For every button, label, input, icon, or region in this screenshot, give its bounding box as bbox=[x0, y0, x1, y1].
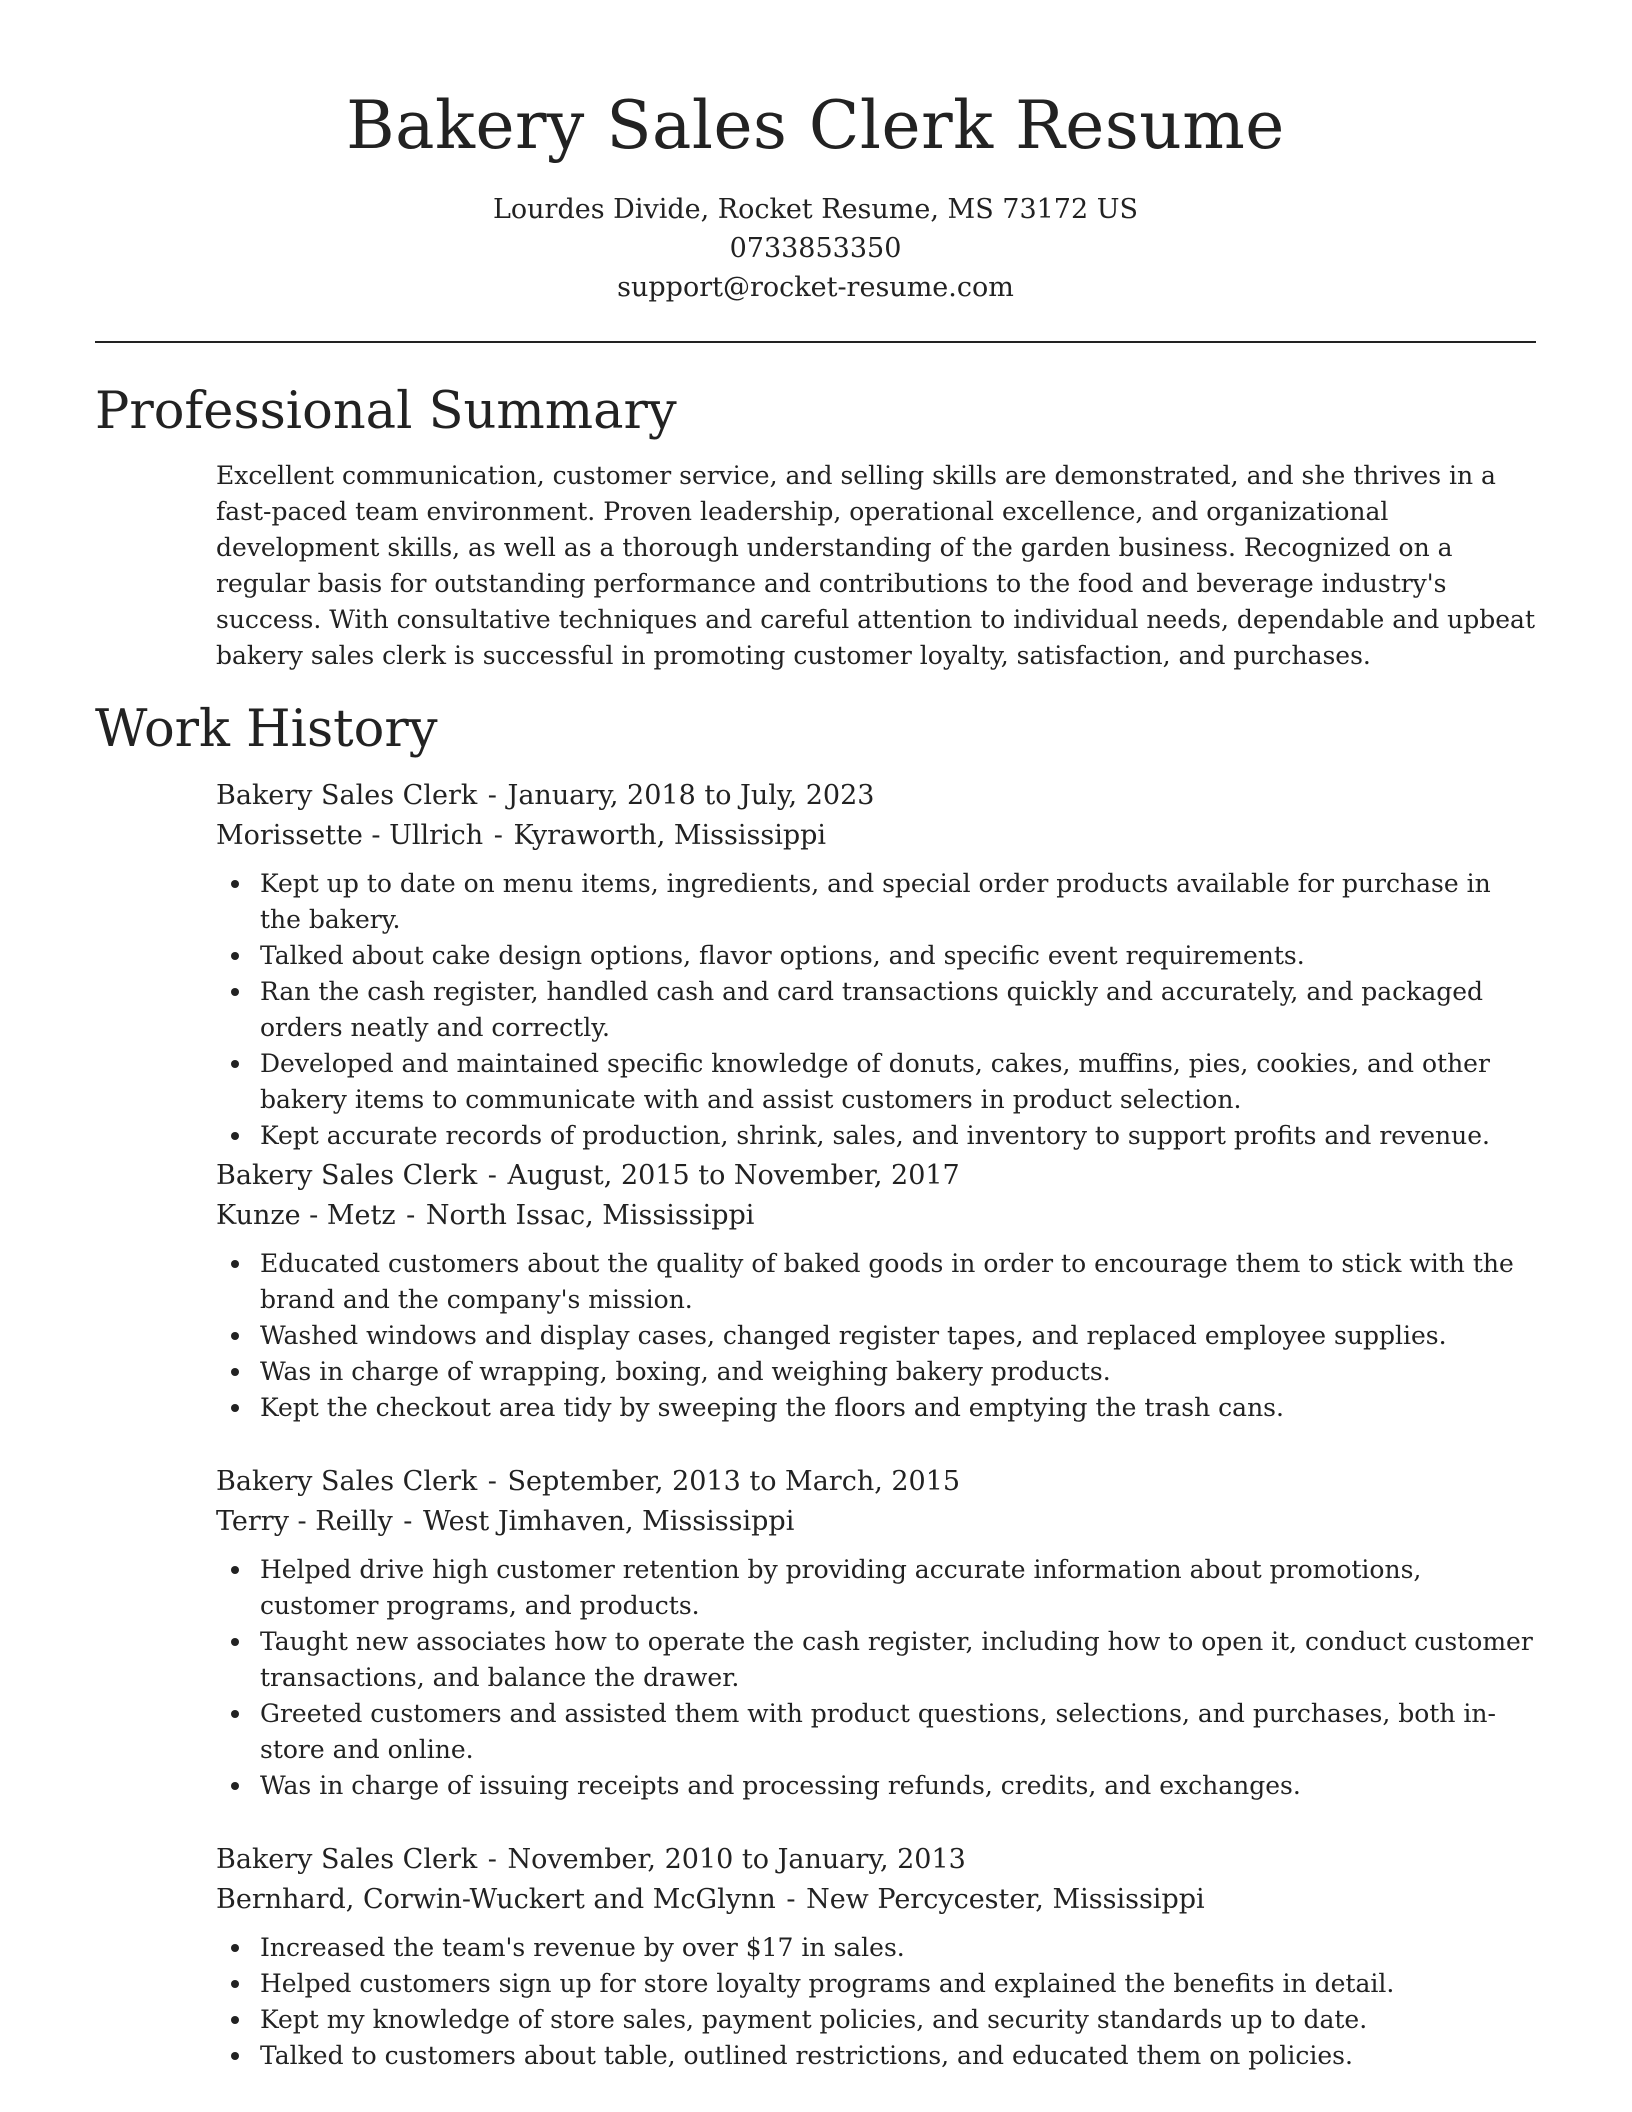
job-dates: September, 2013 to March, 2015 bbox=[507, 1466, 961, 1497]
job-location: North Issac, Mississippi bbox=[425, 1200, 755, 1231]
bullet-item: Taught new associates how to operate the cash register, including how to open it, conduct customer transactions, and balance the drawer. bbox=[216, 1624, 1536, 1696]
job-company: Morissette - Ullrich bbox=[216, 820, 484, 851]
bullet-item: Greeted customers and assisted them with product questions, selections, and purchases, both in-store and online. bbox=[216, 1696, 1536, 1768]
bullet-item: Kept up to date on menu items, ingredients, and special order products available for purchase in the bakery. bbox=[216, 866, 1536, 938]
bullet-icon bbox=[231, 880, 239, 888]
bullet-icon bbox=[231, 1404, 239, 1412]
header-divider bbox=[95, 341, 1536, 343]
bullet-icon bbox=[231, 1060, 239, 1068]
contact-block bbox=[95, 190, 1536, 307]
job-company-line: Terry - Reilly - West Jimhaven, Mississippi bbox=[216, 1506, 795, 1537]
job-company: Terry - Reilly bbox=[216, 1506, 393, 1537]
bullet-icon bbox=[231, 1332, 239, 1340]
bullet-icon bbox=[231, 1944, 239, 1952]
bullet-icon bbox=[231, 2052, 239, 2060]
bullet-item: Talked to customers about table, outlined restrictions, and educated them on policies. bbox=[216, 2038, 1536, 2074]
bullet-item: Talked about cake design options, flavor options, and specific event requirements. bbox=[216, 938, 1536, 974]
job-title: Bakery Sales Clerk bbox=[216, 1160, 478, 1191]
bullet-item: Helped drive high customer retention by providing accurate information about promotions, customer programs, and products. bbox=[216, 1552, 1536, 1624]
bullet-icon bbox=[231, 1132, 239, 1140]
bullet-icon bbox=[231, 1566, 239, 1574]
job-bullets bbox=[216, 1930, 1536, 2074]
bullet-item: Educated customers about the quality of baked goods in order to encourage them to stick with the brand and the company's mission. bbox=[216, 1246, 1536, 1318]
job-title: Bakery Sales Clerk bbox=[216, 1466, 478, 1497]
job-title-line: Bakery Sales Clerk - January, 2018 to July, 2023 bbox=[216, 780, 875, 811]
summary-heading: Professional Summary bbox=[95, 382, 677, 441]
job-location: West Jimhaven, Mississippi bbox=[423, 1506, 795, 1537]
bullet-item: Kept my knowledge of store sales, payment policies, and security standards up to date. bbox=[216, 2002, 1536, 2038]
job-dates: November, 2010 to January, 2013 bbox=[507, 1844, 966, 1875]
job-dates: January, 2018 to July, 2023 bbox=[507, 780, 875, 811]
job-title-line: Bakery Sales Clerk - August, 2015 to November, 2017 bbox=[216, 1160, 960, 1191]
job-location: Kyraworth, Mississippi bbox=[513, 820, 827, 851]
job-bullets bbox=[216, 1246, 1536, 1426]
bullet-item: Ran the cash register, handled cash and card transactions quickly and accurately, and packaged orders neatly and correctly. bbox=[216, 974, 1536, 1046]
bullet-item: Washed windows and display cases, changed register tapes, and replaced employee supplies. bbox=[216, 1318, 1536, 1354]
job-bullets bbox=[216, 1552, 1536, 1804]
bullet-item: Increased the team's revenue by over $17 in sales. bbox=[216, 1930, 1536, 1966]
job-company-line: Bernhard, Corwin-Wuckert and McGlynn - New Percycester, Mississippi bbox=[216, 1884, 1205, 1915]
summary-text: Excellent communication, customer service, and selling skills are demonstrated, and she thrives in a fast-paced team environment. Proven leadership, operational excellence, and organizational development skills, as well as a thorough understanding of the garden business. Recognized on a regular basis for outstanding performance and contributions to the food and beverage industry's success. With consultative techniques and careful attention to individual needs, dependable and upbeat bakery sales clerk is successful in promoting customer loyalty, satisfaction, and purchases. bbox=[216, 461, 1536, 670]
bullet-item: Developed and maintained specific knowledge of donuts, cakes, muffins, pies, cookies, and other bakery items to communicate with and assist customers in product selection. bbox=[216, 1046, 1536, 1118]
job-entry bbox=[216, 1840, 1536, 2074]
job-company-line: Morissette - Ullrich - Kyraworth, Mississippi bbox=[216, 820, 827, 851]
bullet-item: Kept the checkout area tidy by sweeping the floors and emptying the trash cans. bbox=[216, 1390, 1536, 1426]
work-history-heading: Work History bbox=[95, 700, 438, 759]
bullet-icon bbox=[231, 1638, 239, 1646]
job-title: Bakery Sales Clerk bbox=[216, 780, 478, 811]
bullet-item: Was in charge of issuing receipts and processing refunds, credits, and exchanges. bbox=[216, 1768, 1536, 1804]
job-entry bbox=[216, 776, 1536, 1154]
job-title-line: Bakery Sales Clerk - November, 2010 to January, 2013 bbox=[216, 1844, 966, 1875]
bullet-item: Was in charge of wrapping, boxing, and weighing bakery products. bbox=[216, 1354, 1536, 1390]
resume-title: Bakery Sales Clerk Resume bbox=[346, 87, 1285, 164]
contact-address: Lourdes Divide, Rocket Resume, MS 73172 US bbox=[492, 194, 1138, 225]
bullet-icon bbox=[231, 2016, 239, 2024]
job-title-line: Bakery Sales Clerk - September, 2013 to March, 2015 bbox=[216, 1466, 961, 1497]
job-location: New Percycester, Mississippi bbox=[806, 1884, 1205, 1915]
job-entry bbox=[216, 1462, 1536, 1804]
job-entry bbox=[216, 1156, 1536, 1426]
contact-phone: 0733853350 bbox=[729, 233, 902, 264]
bullet-icon bbox=[231, 988, 239, 996]
bullet-icon bbox=[231, 1980, 239, 1988]
bullet-item: Helped customers sign up for store loyalty programs and explained the benefits in detail. bbox=[216, 1966, 1536, 2002]
job-title: Bakery Sales Clerk bbox=[216, 1844, 478, 1875]
bullet-icon bbox=[231, 1368, 239, 1376]
job-company-line: Kunze - Metz - North Issac, Mississippi bbox=[216, 1200, 755, 1231]
bullet-icon bbox=[231, 1710, 239, 1718]
bullet-icon bbox=[231, 1782, 239, 1790]
job-company: Bernhard, Corwin-Wuckert and McGlynn bbox=[216, 1884, 776, 1915]
bullet-icon bbox=[231, 952, 239, 960]
job-dates: August, 2015 to November, 2017 bbox=[507, 1160, 960, 1191]
job-bullets bbox=[216, 866, 1536, 1154]
job-company: Kunze - Metz bbox=[216, 1200, 396, 1231]
bullet-item: Kept accurate records of production, shrink, sales, and inventory to support profits and revenue. bbox=[216, 1118, 1536, 1154]
contact-email: support@rocket-resume.com bbox=[617, 272, 1014, 303]
bullet-icon bbox=[231, 1260, 239, 1268]
